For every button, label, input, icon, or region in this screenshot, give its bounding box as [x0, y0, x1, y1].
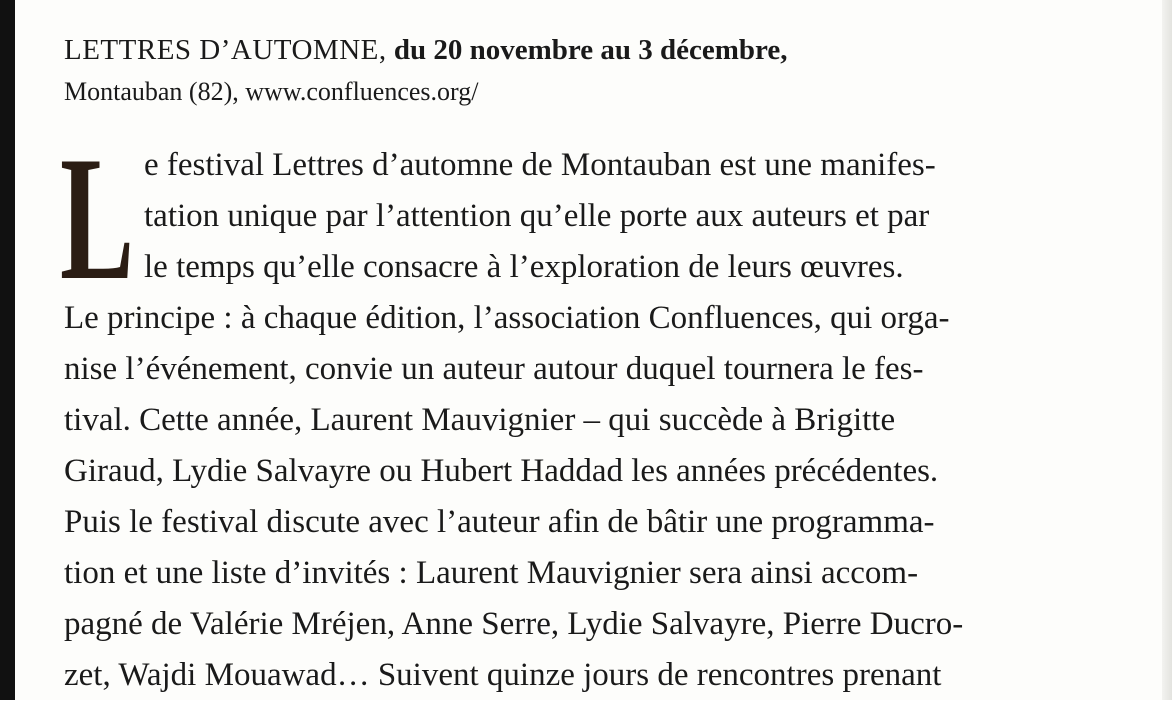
article-line: tation unique par l’attention qu’elle porte aux auteurs et par [144, 198, 930, 234]
event-header [64, 30, 1124, 110]
article-line: Puis le festival discute avec l’auteur afin de bâtir une programma- [64, 504, 935, 540]
event-title-line [64, 30, 1124, 70]
left-border-rule [0, 0, 15, 700]
article-line: le temps qu’elle consacre à l’exploration de leurs œuvres. [144, 249, 904, 285]
article-line: pagné de Valérie Mréjen, Anne Serre, Lydie Salvayre, Pierre Ducro- [64, 606, 964, 642]
festival-name: LETTRES D’AUTOMNE, [64, 34, 387, 66]
drop-cap-letter [60, 119, 134, 317]
festival-location: Montauban (82), www.confluences.org/ [64, 77, 479, 106]
page-edge-shadow [1162, 0, 1172, 700]
article-line: Le principe : à chaque édition, l’association Confluences, qui orga- [64, 300, 950, 336]
article-line: zet, Wajdi Mouawad… Suivent quinze jours de rencontres prenant [64, 657, 942, 693]
article-body [60, 119, 1134, 701]
drop-cap-glyph: L [60, 119, 134, 317]
article-line: tival. Cette année, Laurent Mauvignier – qui succède à Brigitte [64, 402, 896, 438]
festival-dates: du 20 novembre au 3 décembre, [393, 34, 788, 66]
article-line: tion et une liste d’invités : Laurent Mauvignier sera ainsi accom- [64, 555, 919, 591]
article-line: nise l’événement, convie un auteur autour duquel tournera le fes- [64, 351, 924, 387]
article-line: e festival Lettres d’automne de Montauban est une manifes- [144, 147, 936, 183]
article-line: Giraud, Lydie Salvayre ou Hubert Haddad les années précédentes. [64, 453, 939, 489]
